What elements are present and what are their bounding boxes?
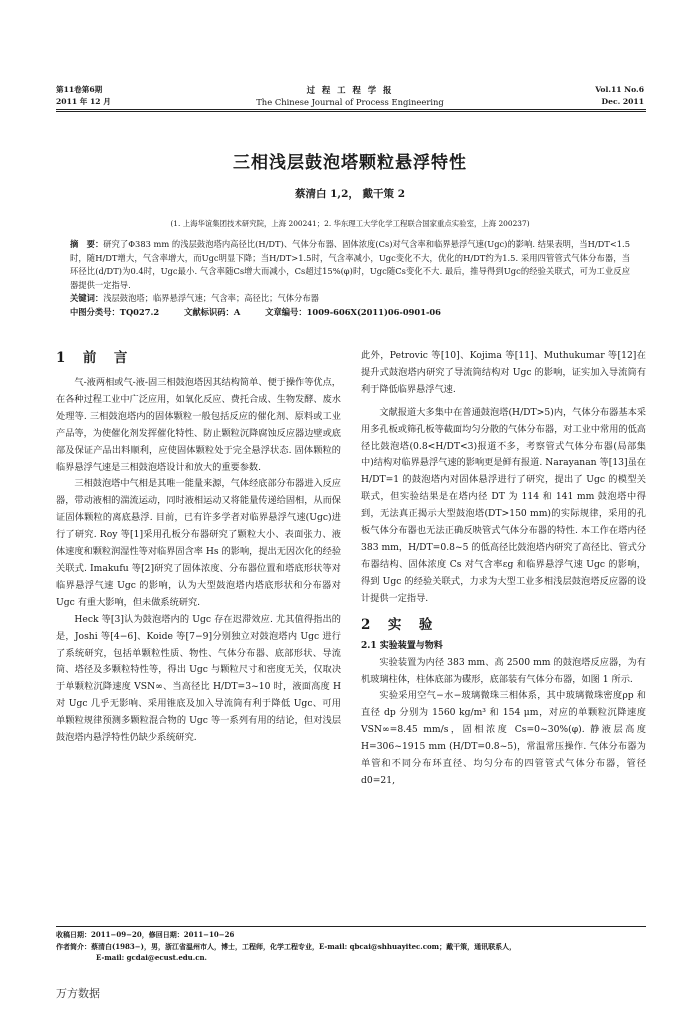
paragraph: 三相鼓泡塔中气相是其唯一能量来源，气体经底部分布器进入反应器，带动液相的湍流运动，同时液相运动又将能量传递给固相，从而保证固体颗粒的离底悬浮. 目前，已有许多学者对临界悬浮气速(Ugc)进行了研究. Roy 等[1]采用孔板分布器研究了颗粒大小、表面张力、液体速度和颗粒润湿性等对临界固含率 Hs 的影响，提出无因次化的经验关联式. Imakufu 等[2]研究了固体浓度、分布器位置和塔底形状等对临界悬浮气速 Ugc 的影响，认为大型鼓泡塔内塔底形状和分布器对 Ugc 有重大影响，但未做系统研究. <box>56 478 342 608</box>
source-watermark: 万方数据 <box>56 988 100 1000</box>
volume-number: Vol.11 No.6 <box>595 85 644 94</box>
section-1-title: 1 前 言 <box>56 350 130 366</box>
article-title: 三相浅层鼓泡塔颗粒悬浮特性 <box>233 153 467 173</box>
footnote-rule <box>56 926 646 927</box>
classification-meta: 中图分类号：TQ027.2 文献标识码：A 文章编号：1009-606X(2011)06-0901-06 <box>70 306 441 317</box>
left-column <box>56 345 341 747</box>
paragraph: 实验采用空气−水−玻璃微珠三相体系，其中玻璃微珠密度ρp 和直径 dp 分别为 1560 kg/m³ 和 154 μm，对应的单颗粒沉降速度 VSN∞=8.45 mm/s，固相浓度 Cs=0~30%(φ). 静液层高度 H=306~1915 mm (H/DT=0.8~5)，常温常压操作. 气体分布器为单管和不同分布环直径、均匀分布的四管管式气体分布器，管径 d0=21, <box>361 690 646 786</box>
journal-name-cn: 过 程 工 程 学 报 <box>306 85 394 95</box>
paragraph: 实验装置为内径 383 mm、高 2500 mm 的鼓泡塔反应器，为有机玻璃柱体，柱体底部为碟形，底部装有气体分布器，如图 1 所示. <box>361 656 646 685</box>
paragraph: 文献报道大多集中在普通鼓泡塔(H/DT>5)内，气体分布器基本采用多孔板或筛孔板等截面均匀分散的气体分布器，对工业中常用的低高径比鼓泡塔(0.8<H/DT<3)报道不多，考察管式气体分布器(局部集中)结构对临界悬浮气速的影响更是鲜有报道. Narayanan 等[13]虽在 H/DT=1 的鼓泡塔内对固体悬浮进行了研究，提出了 Ugc 的模型关联式，但实验结果是在塔内径 DT 为 114 和 141 mm 鼓泡塔中得到，无法真正揭示大型鼓泡塔(DT>150 mm)的实际规律，采用的孔板气体分布器也无法正确反映管式气体分布器的特性. 本工作在塔内径 383 mm，H/DT=0.8~5 的低高径比鼓泡塔内研究了高径比、管式分布器结构、固体浓度 Cs 对气含率εg 和临界悬浮气速 Ugc 的影响，得到 Ugc 的经验关联式，力求为大型工业多相浅层鼓泡塔反应器的设计提供一定指导. <box>361 406 647 604</box>
abstract-text: 研究了Φ383 mm 的浅层鼓泡塔内高径比(H/DT)、气体分布器、固体浓度(Cs)对气含率和临界悬浮气速(Ugc)的影响. 结果表明，当H/DT<1.5时，随H/DT增大，气含率增大，而Ugc明显下降；当H/DT>1.5时，气含率减小，Ugc变化不大，优化的H/DT约为1.5. 采用四管管式气体分布器，当环径比(d/DT)为0.4时，Ugc最小. 气含率随Cs增大而减小，Cs超过15%(φ)时，Ugc随Cs变化不大. 最后，推导得到Ugc的经验关联式，可为工业反应器提供一定指导. <box>70 239 630 290</box>
issue-date: Dec. 2011 <box>601 97 644 106</box>
subsection-2-1-title: 2.1 实验装置与物料 <box>361 640 443 651</box>
article-affiliations: (1. 上海华谊集团技术研究院，上海 200241；2. 华东理工大学化学工程联合国家重点实验室，上海 200237) <box>170 219 530 228</box>
paragraph: 此外，Petrovic 等[10]、Kojima 等[11]、Muthukumar 等[12]在提升式鼓泡塔内研究了导流筒结构对 Ugc 的影响，证实加入导流筒有利于降低临界悬浮气速. <box>361 350 646 395</box>
journal-name <box>200 84 500 108</box>
header-rule <box>56 109 646 110</box>
keywords-label: 关键词： <box>70 293 104 304</box>
abstract-label: 摘 要： <box>70 239 104 249</box>
journal-name-en: The Chinese Journal of Process Engineering <box>256 97 444 107</box>
abstract <box>70 238 630 292</box>
author-bio: 作者简介：蔡清白(1983−)，男，浙江省温州市人，博士，工程师，化学工程专业，E-mail: qbcai@shhuayitec.com；戴干策，通讯联系人， <box>56 941 517 951</box>
keywords <box>70 292 630 306</box>
journal-date: 2011 年 12 月 <box>56 97 111 106</box>
keywords-text: 浅层鼓泡塔；临界悬浮气速；气含率；高径比；气体分布器 <box>103 293 319 304</box>
paragraph: Heck 等[3]认为鼓泡塔内的 Ugc 存在迟滞效应. 尤其值得指出的是，Joshi 等[4−6]、Koide 等[7−9]分别独立对鼓泡塔内 Ugc 进行了系统研究，包括单颗粒性质、物性、气体分布器、底部形状、导流筒、塔径及多颗粒特性等，得出 Ugc 与颗粒尺寸和密度无关，仅取决于单颗粒沉降速度 VSN∞、当高径比 H/DT=3~10 时，液面高度 H 对 Ugc 几乎无影响、采用锥底及加入导流筒有利于降低 Ugc、可用单颗粒规律预测多颗粒混合物的 Ugc 等一系列有用的结论，但对浅层鼓泡塔内悬浮特性仍缺少系统研究. <box>56 613 341 744</box>
header-rule-2 <box>56 111 646 112</box>
article-authors: 蔡清白 1,2， 戴干策 2 <box>294 188 406 200</box>
right-column <box>361 348 646 790</box>
abstract-block <box>70 238 630 320</box>
footnote <box>56 929 646 964</box>
journal-issue <box>56 84 111 108</box>
journal-volume-en <box>595 84 644 108</box>
journal-volume: 第11卷第6期 <box>56 85 103 94</box>
section-2-title: 2 实 验 <box>361 616 435 633</box>
paragraph: 气-液两相或气-液-固三相鼓泡塔因其结构简单、便于操作等优点，在各种过程工业中广泛应用，如氧化反应、费托合成、生物发酵、废水处理等. 三相鼓泡塔内的固体颗粒一般包括反应的催化剂、原料或工业产品等，为使催化剂发挥催化特性、防止颗粒沉降腐蚀反应器边壁或底部及保证产品出料顺利，应使固体颗粒处于完全悬浮状态. 固体颗粒的临界悬浮气速是三相鼓泡塔设计和放大的重要参数. <box>56 377 341 473</box>
author-email: E-mail: gcdai@ecust.edu.cn. <box>96 953 207 962</box>
received-date: 收稿日期：2011−09−20，修回日期：2011−10−26 <box>56 930 235 939</box>
